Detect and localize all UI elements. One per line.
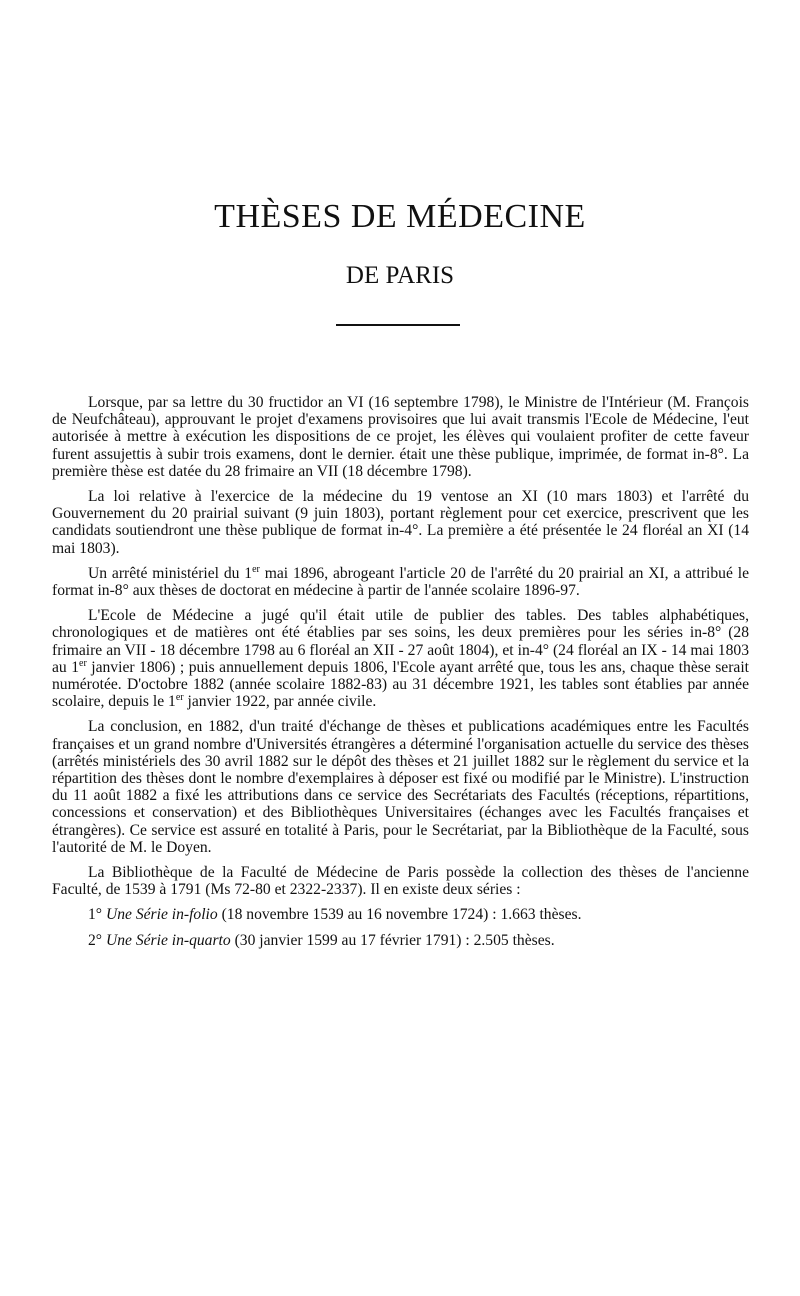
list-number: 2° (88, 931, 103, 949)
series-details: (30 janvier 1599 au 17 février 1791) : 2.505 thèses. (230, 931, 555, 949)
series-details: (18 novembre 1539 au 16 novembre 1724) : 1.663 thèses. (217, 906, 582, 924)
paragraph-3-text-b: mai 1896, abrogeant l'article 20 de l'arrêté du 20 prairial an XI, a attribué le format in-8° aux thèses de doctorat en médecine à partir de l'année scolaire 1896-97. (52, 564, 749, 600)
page-subtitle: DE PARIS (345, 262, 455, 289)
paragraph-6: La Bibliothèque de la Faculté de Médecine de Paris possède la collection des thèses de l'ancienne Faculté, de 1539 à 1791 (Ms 72-80 et 2322-2337). Il en existe deux séries : (52, 864, 749, 899)
page-title: THÈSES DE MÉDECINE (214, 198, 586, 235)
paragraph-3-text-a: Un arrêté ministériel du 1 (88, 564, 253, 582)
ordinal-superscript: er (252, 563, 260, 575)
paragraph-4-text-c: janvier 1922, par année civile. (183, 693, 377, 711)
body-text (52, 394, 749, 957)
list-item (52, 932, 749, 949)
paragraph-5: La conclusion, en 1882, d'un traité d'échange de thèses et publications académiques entre les Facultés françaises et un grand nombre d'Universités étrangères a déterminé l'organisation actuelle du service des thèses (arrêtés ministériels des 30 avril 1882 sur le dépôt des thèses et 21 juillet 1882 sur le règlement du service et la répartition des thèses dont le nombre d'exemplaires à déposer est fixé ou modifié par le Ministre). L'instruction du 11 août 1882 a fixé les attributions dans ce service des Secrétariats des Facultés (réceptions, répartitions, concessions et conservation) et des Bibliothèques Universitaires (échanges avec les Facultés françaises et étrangères). Ce service est assuré en totalité à Paris, pour le Secrétariat, par la Bibliothèque de la Faculté, sous l'autorité de M. le Doyen. (52, 718, 749, 856)
paragraph-1: Lorsque, par sa lettre du 30 fructidor an VI (16 septembre 1798), le Ministre de l'Intérieur (M. François de Neufchâteau), approuvant le projet d'examens provisoires que lui avait transmis l'Ecole de Médecine, l'eut autorisée à mettre à exécution les dispositions de ce projet, les élèves qui voulaient profiter de cette faveur furent assujettis à subir trois examens, dont le dernier. était une thèse publique, imprimée, de format in-8°. La première thèse est datée du 28 frimaire an VII (18 décembre 1798). (52, 394, 749, 480)
ordinal-superscript: er (175, 692, 184, 704)
paragraph-4 (52, 607, 749, 710)
list-number: 1° (88, 906, 103, 924)
paragraph-4-text-b: janvier 1806) ; puis annuellement depuis 1806, l'Ecole ayant arrêté que, tous les ans, chaque thèse serait numérotée. D'octobre 1882 (année scolaire 1882-83) au 31 décembre 1921, les tables sont établies par année scolaire, depuis le 1 (52, 658, 749, 711)
paragraph-2: La loi relative à l'exercice de la médecine du 19 ventose an XI (10 mars 1803) et l'arrêté du Gouvernement du 20 prairial suivant (9 juin 1803), portant règlement pour cet exercice, prescrivent que les candidats soutiendront une thèse publique de format in-4°. La première a été présentée le 24 floréal an XI (14 mai 1803). (52, 488, 749, 557)
series-name: Une Série in-folio (105, 906, 218, 924)
title-divider (336, 324, 460, 326)
paragraph-4-text-a: L'Ecole de Médecine a jugé qu'il était utile de publier des tables. Des tables alphabétiques, chronologiques et de matières ont été établies par ses soins, les deux premières pour les séries in-8° (28 frimaire an VII - 18 décembre 1798 au 6 floréal an XII - 27 août 1804), et in-4° (24 floréal an IX - 14 mai 1803 au 1 (52, 607, 749, 676)
paragraph-3 (52, 565, 749, 599)
ordinal-superscript: er (79, 657, 87, 669)
list-item (52, 906, 749, 923)
series-name: Une Série in-quarto (105, 931, 231, 949)
